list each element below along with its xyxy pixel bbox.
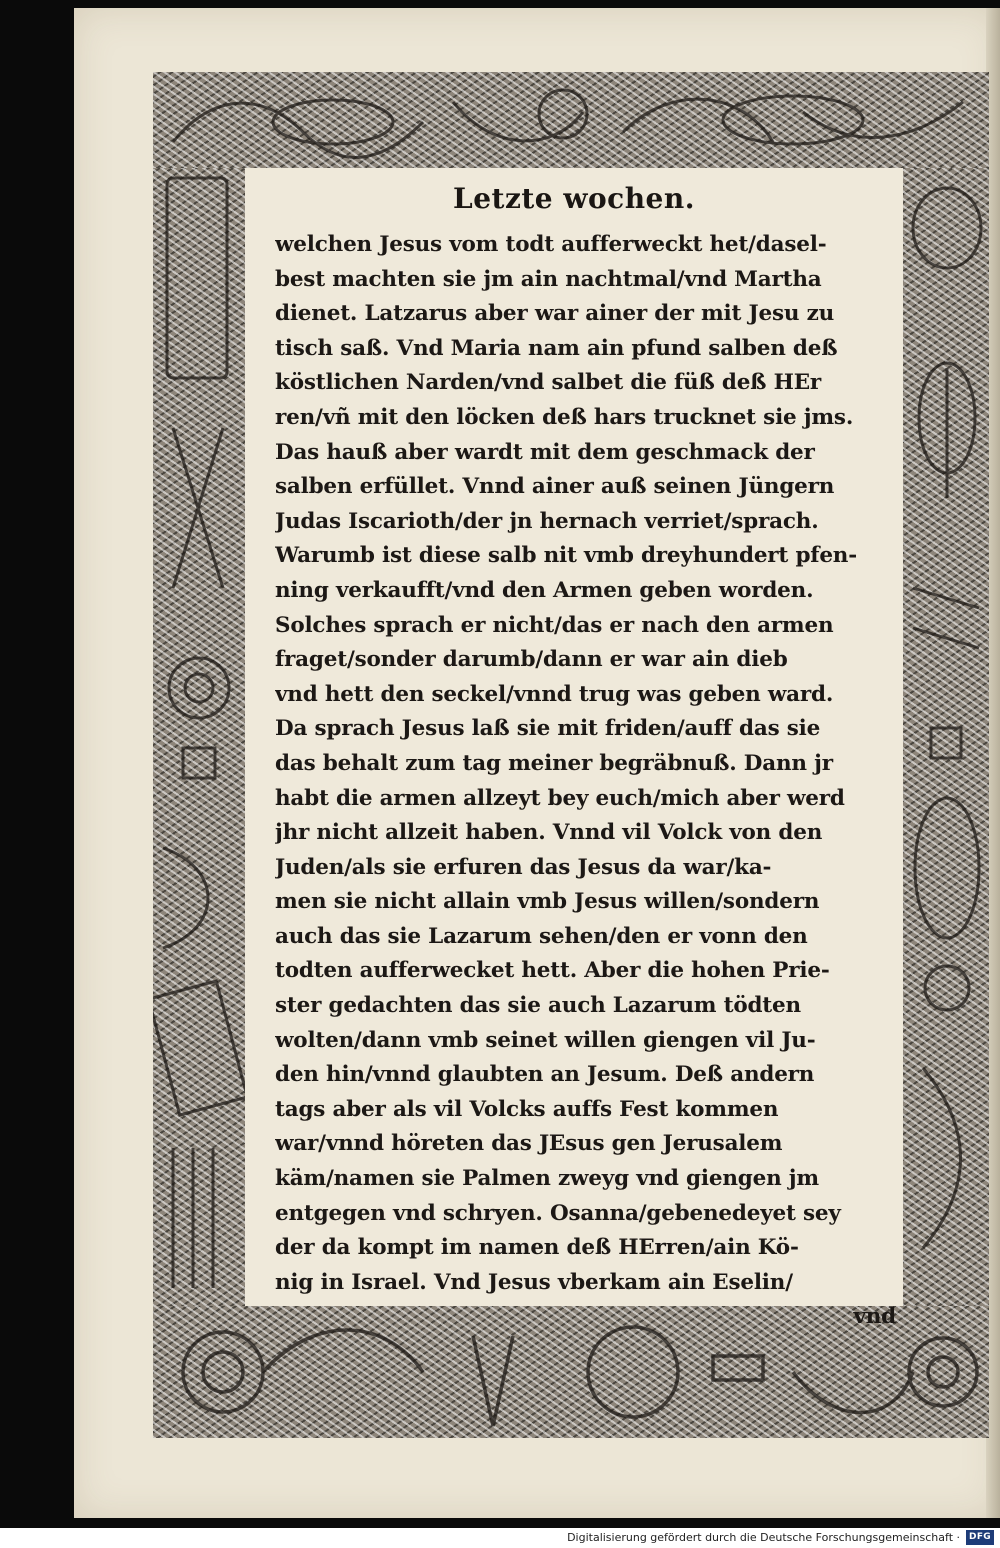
- text-line: ning verkaufft/vnd den Armen geben worden.: [275, 577, 814, 603]
- text-line: todten aufferwecket hett. Aber die hohen Prie-: [275, 958, 830, 984]
- body-text: [275, 228, 900, 1335]
- text-line: welchen Jesus vom todt aufferweckt het/dasel-: [275, 232, 827, 257]
- text-line: dienet. Latzarus aber war ainer der mit Jesu zu: [275, 301, 835, 327]
- text-line: entgegen vnd schryen. Osanna/gebenedeyet sey: [275, 1200, 841, 1226]
- text-line: der da kompt im namen deß HErren/ain Kö-: [275, 1235, 799, 1261]
- text-line: den hin/vnnd glaubten an Jesum. Deß andern: [275, 1062, 815, 1088]
- text-line: Solches sprach er nicht/das er nach den armen: [275, 612, 834, 638]
- text-line: tags aber als vil Volcks auffs Fest kommen: [275, 1096, 779, 1122]
- text-line: ren/vñ mit den löcken deß hars trucknet sie jms.: [275, 404, 854, 430]
- text-line: das behalt zum tag meiner begräbnuß. Dann jr: [275, 750, 833, 776]
- text-line: jhr nicht allzeit haben. Vnnd vil Volck von den: [275, 820, 823, 846]
- text-line: käm/namen sie Palmen zweyg vnd giengen jm: [275, 1166, 819, 1192]
- text-line: Da sprach Jesus laß sie mit friden/auff das sie: [275, 716, 821, 742]
- text-line: auch das sie Lazarum sehen/den er vonn den: [275, 923, 808, 949]
- ornamental-border-right: [903, 168, 989, 1306]
- text-line: fraget/sonder darumb/dann er war ain dieb: [275, 647, 788, 673]
- text-line: nig in Israel. Vnd Jesus vberkam ain Eselin/: [275, 1269, 793, 1295]
- text-line: Das hauß aber wardt mit dem geschmack der: [275, 439, 815, 465]
- text-line: men sie nicht allain vmb Jesus willen/sondern: [275, 889, 820, 915]
- text-line: best machten sie jm ain nachtmal/vnd Martha: [275, 266, 822, 292]
- text-line: war/vnnd höreten das JEsus gen Jerusalem: [275, 1131, 783, 1157]
- text-line: Warumb ist diese salb nit vmb dreyhundert pfen-: [275, 543, 857, 569]
- text-line: Judas Iscarioth/der jn hernach verriet/sprach.: [275, 508, 819, 534]
- catchword: vnd: [853, 1304, 896, 1330]
- text-line: ster gedachten das sie auch Lazarum tödten: [275, 993, 801, 1019]
- text-line: habt die armen allzeyt bey euch/mich aber werd: [275, 785, 845, 811]
- text-line: Juden/als sie erfuren das Jesus da war/ka-: [275, 854, 772, 880]
- ornamental-border-left: [153, 168, 245, 1306]
- dfg-logo: DFG: [966, 1530, 994, 1545]
- text-panel: [245, 168, 903, 1330]
- footer-strip: [0, 1528, 1000, 1548]
- text-line: salben erfüllet. Vnnd ainer auß seinen Jüngern: [275, 474, 835, 500]
- text-line: wolten/dann vmb seinet willen giengen vil Ju-: [275, 1027, 816, 1053]
- funding-credit: Digitalisierung gefördert durch die Deutsche Forschungsgemeinschaft ·: [567, 1531, 960, 1544]
- running-headline: Letzte wochen.: [453, 182, 695, 215]
- text-line: köstlichen Narden/vnd salbet die füß deß HEr: [275, 370, 822, 396]
- text-line: vnd hett den seckel/vnnd trug was geben ward.: [275, 681, 834, 707]
- text-line: tisch saß. Vnd Maria nam ain pfund salben deß: [275, 335, 838, 361]
- ornamental-border-top: [153, 72, 989, 168]
